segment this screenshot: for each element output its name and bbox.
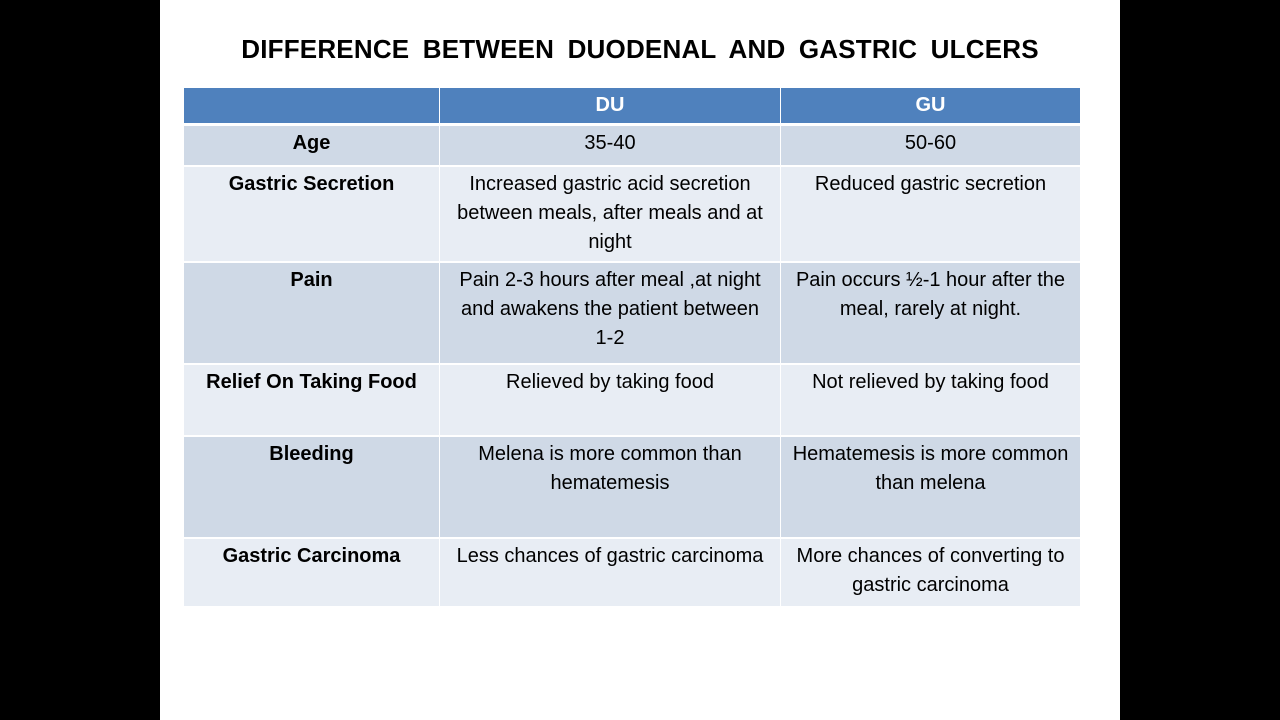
row-label: Age — [184, 126, 440, 167]
gu-cell: 50-60 — [781, 126, 1080, 167]
row-label: Gastric Carcinoma — [184, 539, 440, 606]
du-cell: Relieved by taking food — [440, 365, 781, 437]
header-du: DU — [440, 88, 781, 126]
table-row-relief-on-taking-food — [184, 365, 1080, 437]
gu-cell: Hematemesis is more common than melena — [781, 437, 1080, 539]
row-label: Pain — [184, 263, 440, 365]
gu-cell: Pain occurs ½-1 hour after the meal, rarely at night. — [781, 263, 1080, 365]
table-row-pain — [184, 263, 1080, 365]
du-cell: Less chances of gastric carcinoma — [440, 539, 781, 606]
table-row-bleeding — [184, 437, 1080, 539]
comparison-table — [184, 88, 1080, 606]
header-empty-cell — [184, 88, 440, 126]
slide-title: DIFFERENCE BETWEEN DUODENAL AND GASTRIC ULCERS — [241, 34, 1039, 64]
header-gu: GU — [781, 88, 1080, 126]
table-header-row — [184, 88, 1080, 126]
table-row-gastric-carcinoma — [184, 539, 1080, 606]
du-cell: 35-40 — [440, 126, 781, 167]
table-row-gastric-secretion — [184, 167, 1080, 263]
table-row-age — [184, 126, 1080, 167]
gu-cell: Reduced gastric secretion — [781, 167, 1080, 263]
du-cell: Pain 2-3 hours after meal ,at night and awakens the patient between 1-2 — [440, 263, 781, 365]
slide — [160, 0, 1120, 720]
row-label: Gastric Secretion — [184, 167, 440, 263]
du-cell: Increased gastric acid secretion between meals, after meals and at night — [440, 167, 781, 263]
gu-cell: Not relieved by taking food — [781, 365, 1080, 437]
du-cell: Melena is more common than hematemesis — [440, 437, 781, 539]
gu-cell: More chances of converting to gastric carcinoma — [781, 539, 1080, 606]
row-label: Bleeding — [184, 437, 440, 539]
row-label: Relief On Taking Food — [184, 365, 440, 437]
